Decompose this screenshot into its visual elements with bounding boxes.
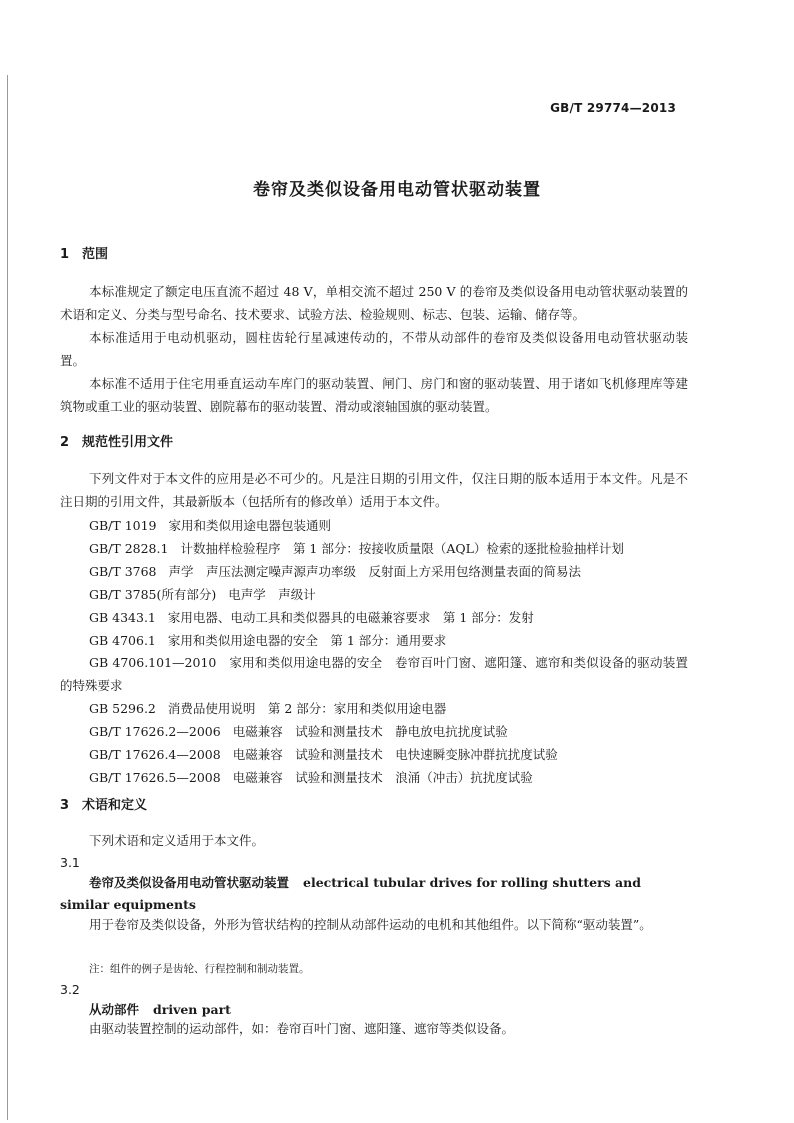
reference-title: 家用和类似用途电器包装通则: [168, 518, 332, 533]
section-number: 1: [60, 247, 70, 262]
term-note: 注：组件的例子是齿轮、行程控制和制动装置。: [89, 963, 310, 975]
term-chinese: 卷帘及类似设备用电动管状驱动装置: [89, 875, 290, 890]
reference-item: [89, 631, 446, 651]
reference-item: [89, 699, 446, 719]
term-english: electrical tubular drives for rolling shutters and similar equipments: [60, 875, 641, 912]
clause-number: 3.2: [60, 982, 80, 997]
reference-title: 电声学 声级计: [228, 587, 316, 602]
scope-paragraph-3: 本标准不适用于住宅用垂直运动车库门的驱动装置、闸门、房门和窗的驱动装置、用于诸如飞机修理库等建筑物或重工业的驱动装置、剧院幕布的驱动装置、滑动或滚轴国旗的驱动装置。: [60, 376, 688, 414]
reference-item: [89, 585, 316, 605]
reference-title: 电磁兼容 试验和测量技术 静电放电抗扰度试验: [232, 724, 508, 739]
reference-item: [89, 539, 624, 559]
reference-code: GB 4706.1: [89, 633, 156, 648]
reference-item: [89, 768, 533, 788]
section-1-heading: [60, 243, 108, 262]
terms-intro: 下列术语和定义适用于本文件。: [89, 833, 265, 848]
term-entry: [60, 872, 688, 916]
reference-title: 电磁兼容 试验和测量技术 电快速瞬变脉冲群抗扰度试验: [232, 747, 558, 762]
reference-code: GB/T 17626.2—2006: [89, 724, 221, 739]
reference-item-wrapped: GB 4706.101—2010 家用和类似用途电器的安全 卷帘百叶门窗、遮阳篷、遮帘和类似设备的驱动装置的特殊要求: [60, 655, 688, 693]
reference-item: [89, 745, 558, 765]
section-title: 规范性引用文件: [82, 435, 174, 450]
scope-paragraph-1: 本标准规定了额定电压直流不超过 48 V，单相交流不超过 250 V 的卷帘及类似设备用电动管状驱动装置的术语和定义、分类与型号命名、技术要求、试验方法、检验规则、标志、包装、运输、储存等。: [60, 284, 688, 322]
reference-code: GB 4343.1: [89, 610, 156, 625]
reference-item: [89, 516, 331, 536]
reference-title: 家用和类似用途电器的安全 第 1 部分：通用要求: [167, 633, 447, 648]
term-chinese: 从动部件: [89, 1002, 140, 1017]
binding-edge-line: [7, 75, 8, 1120]
reference-code: GB/T 17626.5—2008: [89, 770, 221, 785]
reference-title: 计数抽样检验程序 第 1 部分：按接收质量限（AQL）检索的逐批检验抽样计划: [180, 541, 624, 556]
section-2-heading: [60, 431, 173, 450]
reference-item: [89, 562, 581, 582]
reference-code: GB 5296.2: [89, 701, 156, 716]
reference-code: GB/T 17626.4—2008: [89, 747, 221, 762]
reference-code: GB/T 3785(所有部分): [89, 587, 217, 602]
reference-item: [89, 608, 534, 628]
section-title: 术语和定义: [82, 798, 148, 813]
term-definition: 用于卷帘及类似设备，外形为管状结构的控制从动部件运动的电机和其他组件。以下简称“驱动装置”。: [89, 917, 652, 932]
term-english: driven part: [153, 1002, 231, 1017]
term-definition: 由驱动装置控制的运动部件，如：卷帘百叶门窗、遮阳篷、遮帘等类似设备。: [89, 1021, 515, 1036]
section-number: 2: [60, 435, 70, 450]
reference-code: GB/T 2828.1: [89, 541, 169, 556]
reference-title: 家用电器、电动工具和类似器具的电磁兼容要求 第 1 部分：发射: [167, 610, 534, 625]
section-title: 范围: [82, 247, 109, 262]
section-3-heading: [60, 794, 147, 813]
references-intro: 下列文件对于本文件的应用是必不可少的。凡是注日期的引用文件，仅注日期的版本适用于本文件。凡是不注日期的引用文件，其最新版本（包括所有的修改单）适用于本文件。: [60, 471, 688, 509]
document-title: 卷帘及类似设备用电动管状驱动装置: [253, 180, 541, 200]
scope-paragraph-2: 本标准适用于电动机驱动，圆柱齿轮行星减速传动的，不带从动部件的卷帘及类似设备用电动管状驱动装置。: [60, 330, 688, 368]
section-number: 3: [60, 798, 70, 813]
reference-code: GB/T 1019: [89, 518, 157, 533]
reference-title: 消费品使用说明 第 2 部分：家用和类似用途电器: [167, 701, 447, 716]
clause-number: 3.1: [60, 855, 80, 870]
reference-item: [89, 722, 508, 742]
reference-code: GB/T 3768: [89, 564, 157, 579]
standard-code: GB/T 29774—2013: [550, 101, 676, 115]
reference-title: 声学 声压法测定噪声源声功率级 反射面上方采用包络测量表面的简易法: [168, 564, 582, 579]
reference-title: 电磁兼容 试验和测量技术 浪涌（冲击）抗扰度试验: [232, 770, 533, 785]
